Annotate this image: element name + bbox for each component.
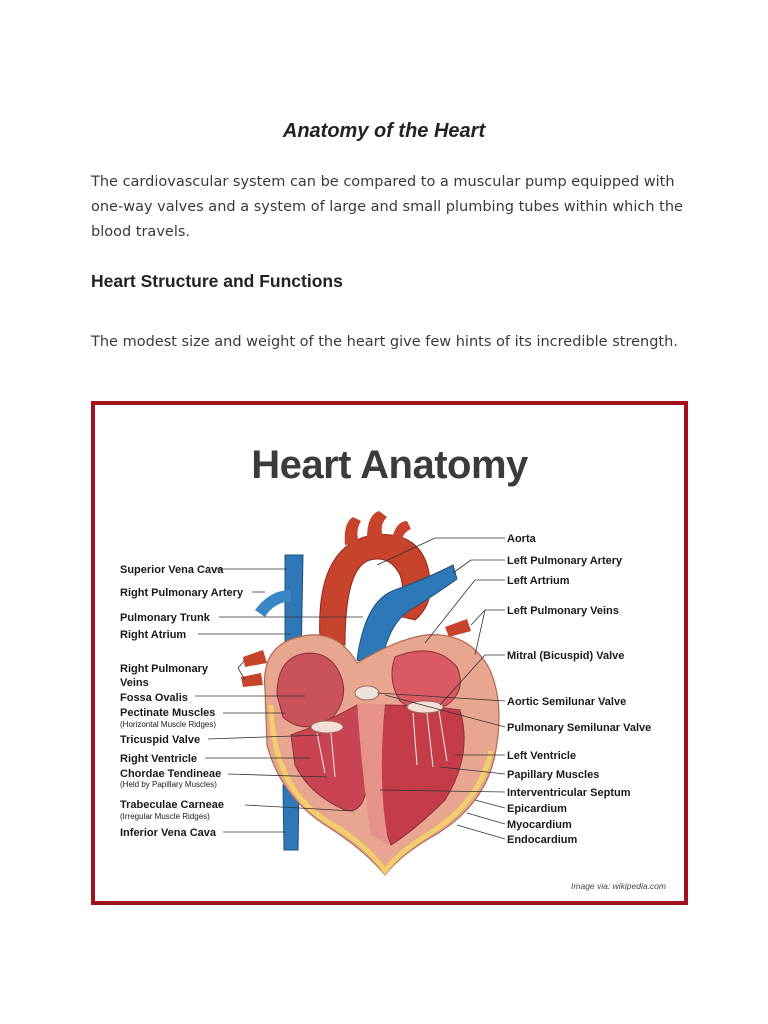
left-pulmonary-vein-1 (445, 619, 471, 637)
label-left-artrium: Left Artrium (507, 575, 570, 587)
right-atrium-shape (277, 653, 344, 727)
label-superior-vena-cava: Superior Vena Cava (120, 564, 224, 576)
label-papillary-muscles: Papillary Muscles (507, 769, 600, 781)
label-fossa-ovalis: Fossa Ovalis (120, 692, 188, 704)
label-left-ventricle: Left Ventricle (507, 750, 577, 762)
mitral-valve-shape (407, 701, 443, 713)
label-endocardium: Endocardium (507, 834, 578, 846)
tricuspid-valve-shape (311, 721, 343, 733)
label-left-pulmonary-veins: Left Pulmonary Veins (507, 605, 619, 617)
label-trabeculae-note: (Irregular Muscle Ridges) (120, 812, 210, 821)
aortic-valve-shape (355, 686, 379, 700)
heart-anatomy-figure (91, 401, 688, 905)
label-right-atrium: Right Atrium (120, 629, 187, 641)
label-right-ventricle: Right Ventricle (120, 753, 198, 765)
label-inferior-vena-cava: Inferior Vena Cava (120, 827, 216, 839)
label-myocardium: Myocardium (507, 819, 572, 831)
label-pulmonary-trunk: Pulmonary Trunk (120, 612, 210, 624)
image-credit: Image via: wikipedia.com (571, 881, 666, 891)
label-chordae-tendineae: Chordae Tendineae (120, 768, 222, 780)
figure-title: Heart Anatomy (251, 443, 528, 487)
label-veins: Veins (120, 677, 149, 689)
right-pulmonary-vein-2 (241, 673, 263, 687)
label-right-pulmonary-artery: Right Pulmonary Artery (120, 587, 244, 599)
intro-paragraph: The cardiovascular system can be compared to a muscular pump equipped with one-way valves and a system of large and small plumbing tubes within which the blood travels. (91, 174, 683, 240)
label-interventricular-septum: Interventricular Septum (507, 787, 631, 799)
label-tricuspid-valve: Tricuspid Valve (120, 734, 201, 746)
heart-illustration (95, 405, 684, 901)
label-aorta: Aorta (507, 533, 536, 545)
label-aortic-semilunar-valve: Aortic Semilunar Valve (507, 696, 627, 708)
label-mitral-valve: Mitral (Bicuspid) Valve (507, 650, 625, 662)
label-right-pulmonary: Right Pulmonary (120, 663, 209, 675)
right-pulmonary-vein-1 (243, 650, 267, 667)
label-trabeculae-carneae: Trabeculae Carneae (120, 799, 224, 811)
label-chordae-note: (Held by Papillary Muscles) (120, 780, 217, 789)
section-heading: Heart Structure and Functions (91, 271, 343, 291)
label-epicardium: Epicardium (507, 803, 567, 815)
aorta-branch-2 (367, 511, 387, 538)
label-pulmonary-semilunar-valve: Pulmonary Semilunar Valve (507, 722, 652, 734)
label-left-pulmonary-artery: Left Pulmonary Artery (507, 555, 623, 567)
section-paragraph: The modest size and weight of the heart give few hints of its incredible strength. (91, 334, 678, 350)
label-pectinate-note: (Horizontal Muscle Ridges) (120, 720, 217, 729)
label-pectinate-muscles: Pectinate Muscles (120, 707, 216, 719)
page-title: Anatomy of the Heart (282, 120, 486, 142)
